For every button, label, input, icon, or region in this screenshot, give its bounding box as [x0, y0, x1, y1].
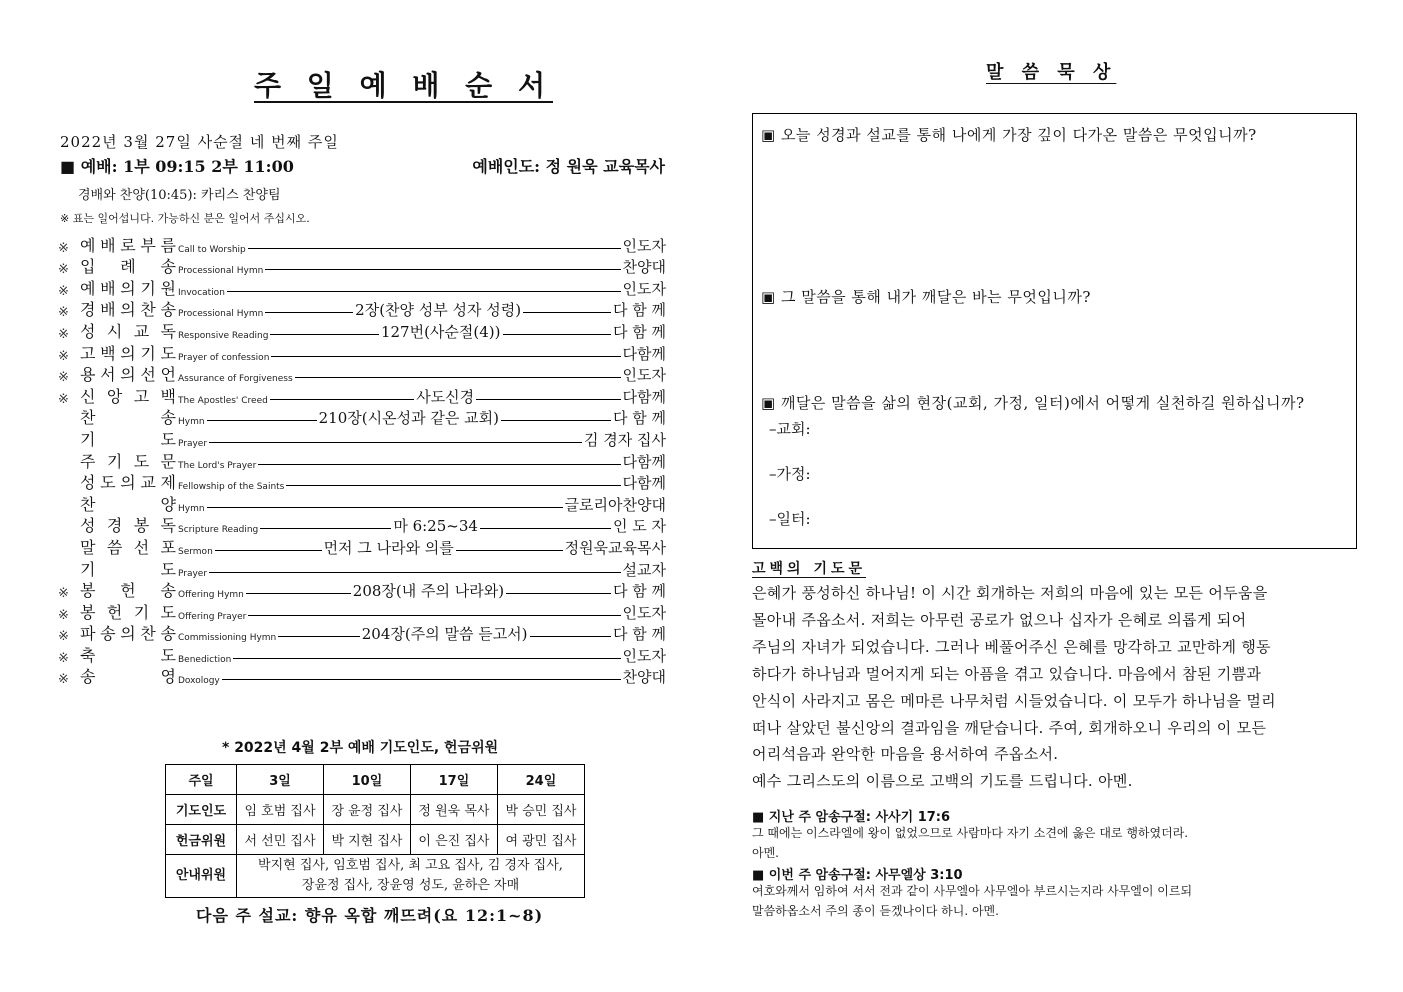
order-row [58, 450, 666, 472]
order-leader: 인도자 [622, 279, 666, 298]
order-korean-name: 성 시 교 독 [80, 321, 176, 341]
leader-line [501, 420, 611, 421]
order-leader: 다함께 [622, 452, 666, 471]
leader-line [265, 312, 353, 313]
order-english-name: Prayer [178, 568, 208, 579]
order-korean-name: 주 기 도 문 [80, 451, 176, 471]
order-leader: 인 도 자 [612, 517, 666, 536]
order-mark: ※ [58, 326, 69, 342]
roster-table [165, 764, 585, 898]
order-mark: ※ [58, 391, 69, 407]
order-korean-name: 예 배 의 기 원 [80, 278, 176, 298]
order-mark: ※ [58, 629, 69, 645]
order-leader: 다함께 [622, 344, 666, 363]
prayer-line: 주님의 자녀가 되었습니다. 그러나 베풀어주신 은혜를 망각하고 교만하게 행동 [752, 637, 1271, 656]
order-korean-name: 찬 양 [80, 494, 176, 514]
roster-row-ushers [166, 855, 585, 898]
roster-cell: 서 선민 집사 [237, 825, 324, 855]
order-leader: 다 함 께 [613, 625, 666, 644]
order-row [58, 428, 666, 450]
prayer-line: 하다가 하나님과 멀어지게 되는 아픔을 겪고 있습니다. 마음에서 참된 기쁨과 [752, 664, 1262, 683]
order-korean-name: 기 도 [80, 429, 176, 449]
order-english-name: The Lord's Prayer [178, 460, 257, 471]
roster-cell: 장 윤정 집사 [323, 795, 410, 825]
answer-church: –교회: [769, 420, 811, 438]
roster-header: 3일 [237, 765, 324, 795]
order-korean-name: 파 송 의 찬 송 [80, 624, 176, 644]
order-mark: ※ [58, 240, 69, 256]
order-english-name: Benediction [178, 654, 232, 665]
roster-ushers-cell [237, 855, 585, 898]
order-row [58, 601, 666, 623]
order-korean-name: 입 례 송 [80, 257, 176, 277]
order-korean-name: 신 앙 고 백 [80, 386, 176, 406]
service-info [60, 154, 665, 177]
ushers-line: 장윤정 집사, 장윤영 성도, 윤하은 자매 [301, 878, 520, 893]
order-english-name: Sermon [178, 546, 213, 557]
order-english-name: Offering Hymn [178, 590, 244, 601]
roster-header-row [166, 765, 585, 795]
leader-line [480, 528, 611, 529]
leader-line [246, 593, 351, 594]
question-1: ▣ 오늘 성경과 설교를 통해 나에게 가장 깊이 다가온 말씀은 무엇입니까? [761, 126, 1257, 144]
order-row [58, 493, 666, 515]
order-korean-name: 경 배 의 찬 송 [80, 300, 176, 320]
order-row [58, 234, 666, 256]
order-english-name: Hymn [178, 417, 205, 428]
order-detail: 2장(찬양 성부 성자 성령) [355, 301, 522, 320]
order-row [58, 364, 666, 386]
order-english-name: Processional Hymn [178, 266, 264, 277]
order-leader: 설교자 [622, 560, 666, 579]
leader-line [476, 399, 620, 400]
order-row [58, 320, 666, 342]
leader-line [258, 464, 620, 465]
order-detail: 마 6:25~34 [393, 517, 478, 536]
order-leader: 인도자 [622, 646, 666, 665]
roster-cell: 여 광민 집사 [497, 825, 584, 855]
order-detail: 210장(시온성과 같은 교회) [318, 409, 499, 428]
leader-line [248, 248, 621, 249]
worship-leader: 예배인도: 정 원욱 교육목사 [472, 157, 665, 176]
prayer-line: 어리석음과 완악한 마음을 용서하여 주옵소서. [752, 745, 1059, 764]
order-detail: 먼저 그 나라와 의를 [323, 538, 454, 557]
roster-cell: 박 승민 집사 [497, 795, 584, 825]
standing-note: ※ 표는 일어섭니다. 가능하신 분은 일어서 주십시오. [60, 212, 310, 225]
order-leader: 글로리아찬양대 [564, 495, 666, 514]
order-english-name: Invocation [178, 287, 225, 298]
roster-header: 17일 [410, 765, 497, 795]
verse-line: 말씀하옵소서 주의 종이 듣겠나이다 하니. 아멘. [752, 904, 999, 918]
praise-team: 경배와 찬양(10:45): 카리스 찬양팀 [78, 188, 281, 203]
order-korean-name: 말 씀 선 포 [80, 537, 176, 557]
order-leader: 찬양대 [622, 258, 666, 277]
order-leader: 찬양대 [622, 668, 666, 687]
prayer-line: 몰아내 주옵소서. 저희는 아무런 공로가 없으나 십자가 은혜로 의롭게 되어 [752, 610, 1247, 629]
order-korean-name: 축 도 [80, 645, 176, 665]
order-english-name: Prayer of confession [178, 352, 270, 363]
roster-cell: 임 호범 집사 [237, 795, 324, 825]
order-of-worship [58, 234, 666, 687]
order-detail: 127번(사순절(4)) [380, 322, 501, 341]
verse-line: 여호와께서 임하여 서서 전과 같이 사무엘아 사무엘아 부르시는지라 사무엘이 이르되 [752, 884, 1193, 898]
order-mark: ※ [58, 607, 69, 623]
meditation-box [752, 113, 1357, 549]
leader-line [530, 636, 611, 637]
question-2: ▣ 그 말씀을 통해 내가 깨달은 바는 무엇입니까? [761, 288, 1091, 306]
order-row [58, 472, 666, 494]
leader-line [456, 550, 563, 551]
order-english-name: Processional Hymn [178, 309, 264, 320]
prayer-line: 은혜가 풍성하신 하나님! 이 시간 회개하는 저희의 마음에 있는 모든 어두움을 [752, 584, 1268, 602]
order-detail: 사도신경 [416, 387, 475, 406]
order-leader: 다함께 [622, 387, 666, 406]
order-leader: 인도자 [622, 236, 666, 255]
verse-line: 그 때에는 이스라엘에 왕이 없었으므로 사람마다 자기 소견에 옳은 대로 행하였더라. [752, 826, 1189, 840]
order-detail: 208장(내 주의 나라와) [352, 582, 505, 601]
leader-line [265, 269, 620, 270]
verse-line: 아멘. [752, 846, 779, 860]
last-week-verse-title: ■ 지난 주 암송구절: 사사기 17:6 [752, 810, 951, 825]
roster-row-prayer [166, 795, 585, 825]
order-korean-name: 용 서 의 선 언 [80, 365, 176, 385]
order-mark: ※ [58, 370, 69, 386]
next-sermon: 다음 주 설교: 향유 옥합 깨뜨려(요 12:1~8) [196, 906, 544, 925]
order-english-name: Scripture Reading [178, 525, 259, 536]
order-row [58, 277, 666, 299]
order-row [58, 666, 666, 688]
leader-line [503, 334, 612, 335]
order-korean-name: 송 영 [80, 667, 176, 687]
meditation-title: 말 씀 묵 상 [986, 62, 1117, 83]
order-korean-name: 성 도 의 교 제 [80, 473, 176, 493]
order-row [58, 515, 666, 537]
leader-line [209, 442, 582, 443]
leader-line [506, 593, 611, 594]
leader-line [207, 507, 563, 508]
leader-line [295, 377, 621, 378]
prayer-line: 안식이 사라지고 몸은 메마른 나무처럼 시들었습니다. 이 모두가 하나님을 멀리 [752, 691, 1276, 710]
order-row [58, 407, 666, 429]
roster-row-label: 안내위원 [166, 855, 237, 898]
order-leader: 다 함 께 [612, 301, 666, 320]
order-row [58, 580, 666, 602]
order-row [58, 256, 666, 278]
bulletin-order-page [0, 0, 700, 992]
service-date: 2022년 3월 27일 사순절 네 번째 주일 [60, 133, 339, 151]
last-week-verse [752, 823, 1352, 863]
order-english-name: Assurance of Forgiveness [178, 374, 293, 385]
order-korean-name: 기 도 [80, 559, 176, 579]
service-times: ■ 예배: 1부 09:15 2부 11:00 [60, 157, 294, 176]
roster-header: 10일 [323, 765, 410, 795]
leader-line [233, 658, 620, 659]
order-leader: 다함께 [622, 474, 666, 493]
order-english-name: Offering Prayer [178, 611, 247, 622]
order-mark: ※ [58, 672, 69, 688]
order-leader: 인도자 [622, 603, 666, 622]
leader-line [523, 312, 611, 313]
order-mark: ※ [58, 283, 69, 299]
order-mark: ※ [58, 650, 69, 666]
order-korean-name: 봉 헌 기 도 [80, 602, 176, 622]
leader-line [227, 291, 621, 292]
leader-line [271, 356, 620, 357]
prayer-line: 떠나 살았던 불신앙의 결과임을 깨닫습니다. 주여, 회개하오니 우리의 이 모든 [752, 718, 1267, 737]
order-leader: 김 경자 집사 [584, 430, 666, 449]
order-leader: 정원욱교육목사 [564, 538, 666, 557]
order-row [58, 558, 666, 580]
order-row [58, 623, 666, 645]
leader-line [222, 679, 621, 680]
leader-line [278, 636, 359, 637]
order-row [58, 299, 666, 321]
order-row [58, 536, 666, 558]
leader-line [209, 572, 620, 573]
order-mark: ※ [58, 262, 69, 278]
order-english-name: Fellowship of the Saints [178, 482, 285, 493]
order-korean-name: 성 경 봉 독 [80, 516, 176, 536]
roster-cell: 정 원욱 목사 [410, 795, 497, 825]
roster-title: * 2022년 4월 2부 예배 기도인도, 헌금위원 [222, 740, 499, 756]
roster-header: 주일 [166, 765, 237, 795]
answer-home: –가정: [769, 465, 811, 483]
order-korean-name: 찬 송 [80, 408, 176, 428]
roster-row-label: 기도인도 [166, 795, 237, 825]
order-korean-name: 고 백 의 기 도 [80, 343, 176, 363]
order-detail: 204장(주의 말씀 듣고서) [361, 625, 528, 644]
order-english-name: The Apostles' Creed [178, 395, 268, 406]
order-english-name: Doxology [178, 676, 220, 687]
order-mark: ※ [58, 305, 69, 321]
order-english-name: Commissioning Hymn [178, 633, 277, 644]
question-3: ▣ 깨달은 말씀을 삶의 현장(교회, 가정, 일터)에서 어떻게 실천하길 원하십니까? [761, 394, 1305, 412]
order-english-name: Hymn [178, 503, 205, 514]
roster-cell: 이 은진 집사 [410, 825, 497, 855]
leader-line [215, 550, 322, 551]
prayer-body [752, 580, 1364, 795]
roster-row-offering [166, 825, 585, 855]
order-leader: 인도자 [622, 366, 666, 385]
order-korean-name: 봉 헌 송 [80, 581, 176, 601]
order-english-name: Call to Worship [178, 244, 246, 255]
roster-row-label: 헌금위원 [166, 825, 237, 855]
leader-line [207, 420, 317, 421]
leader-line [270, 334, 379, 335]
order-mark: ※ [58, 586, 69, 602]
order-english-name: Prayer [178, 438, 208, 449]
page-title: 주 일 예 배 순 서 [254, 69, 554, 102]
order-leader: 다 함 께 [613, 409, 666, 428]
order-leader: 다 함 께 [613, 582, 666, 601]
ushers-line: 박지현 집사, 임호범 집사, 최 고요 집사, 김 경자 집사, [258, 858, 563, 873]
leader-line [260, 528, 391, 529]
order-korean-name: 예 배 로 부 름 [80, 235, 176, 255]
order-mark: ※ [58, 348, 69, 364]
answer-work: –일터: [769, 510, 811, 528]
this-week-verse-title: ■ 이번 주 암송구절: 사무엘상 3:10 [752, 868, 963, 883]
this-week-verse [752, 881, 1352, 921]
order-row [58, 644, 666, 666]
leader-line [248, 615, 620, 616]
leader-line [286, 485, 620, 486]
roster-cell: 박 지현 집사 [323, 825, 410, 855]
order-leader: 다 함 께 [613, 322, 666, 341]
order-english-name: Responsive Reading [178, 330, 269, 341]
roster-header: 24일 [497, 765, 584, 795]
leader-line [270, 399, 414, 400]
order-row [58, 385, 666, 407]
order-row [58, 342, 666, 364]
prayer-line: 예수 그리스도의 이름으로 고백의 기도를 드립니다. 아멘. [752, 772, 1133, 791]
prayer-title: 고백의 기도문 [752, 561, 867, 577]
